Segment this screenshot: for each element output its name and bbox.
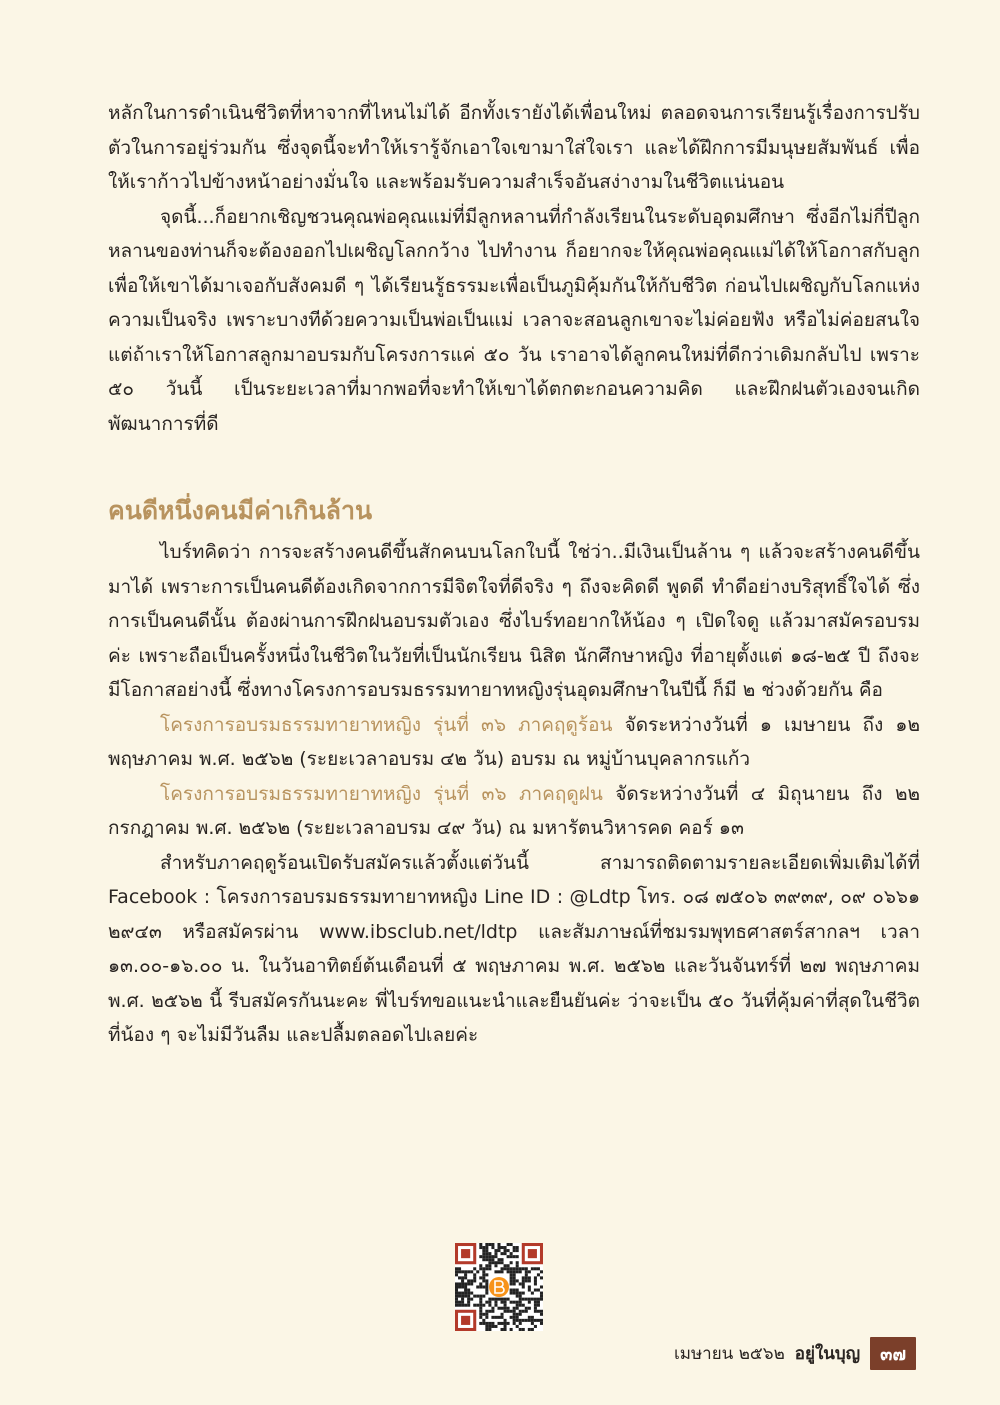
footer-issue: เมษายน ๒๕๖๒ [673,1343,785,1364]
page-number-badge: ๓๗ [870,1337,916,1370]
paragraph-1: หลักในการดำเนินชีวิตที่หาจากที่ไหนไม่ได้ อีกทั้งเรายังได้เพื่อนใหม่ ตลอดจนการเรียนรู้เรื่องการปรับตัวในการอยู่ร่วมกัน ซึ่งจุดนี้จะทำให้เรารู้จักเอาใจเขามาใส่ใจเรา และได้ฝึกการมีมนุษยสัมพันธ์ เพื่อให้เราก้าวไปข้างหน้าอย่างมั่นใจ และพร้อมรับความสำเร็จอันสง่างามในชีวิตแน่นอน [108,102,920,193]
program-2 [108,777,920,846]
qr-code-graphic [455,1243,543,1331]
qr-code-icon [455,1243,543,1331]
program-1-details: จัดระหว่างวันที่ ๑ เมษายน ถึง ๑๒ พฤษภาคม พ.ศ. ๒๕๖๒ (ระยะเวลาอบรม ๔๒ วัน) อบรม ณ หมู่บ้านบุคลากรแก้ว [108,713,920,770]
footer-magazine-title: อยู่ในบุญ [794,1343,861,1364]
paragraph-3: ไบร์ทคิดว่า การจะสร้างคนดีขึ้นสักคนบนโลกใบนี้ ใช่ว่า..มีเงินเป็นล้าน ๆ แล้วจะสร้างคนดีขึ้นมาได้ เพราะการเป็นคนดีต้องเกิดจากการมีจิตใจที่ดีจริง ๆ ถึงจะคิดดี พูดดี ทำดีอย่างบริสุทธิ์ใจได้ ซึ่งการเป็นคนดีนั้น ต้องผ่านการฝึกฝนอบรมตัวเอง ซึ่งไบร์ทอยากให้น้อง ๆ เปิดใจดู แล้วมาสมัครอบรมค่ะ เพราะถือเป็นครั้งหนึ่งในชีวิตในวัยที่เป็นนักเรียน นิสิต นักศึกษาหญิง ที่อายุตั้งแต่ ๑๘-๒๕ ปี ถึงจะมีโอกาสอย่างนี้ ซึ่งทางโครงการอบรมธรรมทายาทหญิงรุ่นอุดมศึกษาในปีนี้ ก็มี ๒ ช่วงด้วยกัน คือ [108,541,920,701]
program-1 [108,708,920,777]
paragraph-2: จุดนี้...ก็อยากเชิญชวนคุณพ่อคุณแม่ที่มีลูกหลานที่กำลังเรียนในระดับอุดมศึกษา ซึ่งอีกไม่กี่ปีลูกหลานของท่านก็จะต้องออกไปเผชิญโลกกว้าง ไปทำงาน ก็อยากจะให้คุณพ่อคุณแม่ได้ให้โอกาสกับลูก เพื่อให้เขาได้มาเจอกับสังคมดี ๆ ได้เรียนรู้ธรรมะเพื่อเป็นภูมิคุ้มกันให้กับชีวิต ก่อนไปเผชิญกับโลกแห่งความเป็นจริง เพราะบางทีด้วยความเป็นพ่อเป็นแม่ เวลาจะสอนลูกเขาจะไม่ค่อยฟัง หรือไม่ค่อยสนใจ แต่ถ้าเราให้โอกาสลูกมาอบรมกับโครงการแค่ ๕๐ วัน เราอาจได้ลูกคนใหม่ที่ดีกว่าเดิมกลับไป เพราะ ๕๐ วันนี้ เป็นระยะเวลาที่มากพอที่จะทำให้เขาได้ตกตะกอนความคิด และฝึกฝนตัวเองจนเกิดพัฒนาการที่ดี [108,205,920,435]
page-footer [674,1338,916,1368]
section-heading: คนดีหนึ่งคนมีค่าเกินล้าน [108,496,373,525]
program-1-name: โครงการอบรมธรรมทายาทหญิง รุ่นที่ ๓๖ ภาคฤดูร้อน [160,713,613,736]
program-2-name: โครงการอบรมธรรมทายาทหญิง รุ่นที่ ๓๖ ภาคฤดูฝน [160,782,603,805]
program-2-details: จัดระหว่างวันที่ ๔ มิถุนายน ถึง ๒๒ กรกฎาคม พ.ศ. ๒๕๖๒ (ระยะเวลาอบรม ๔๙ วัน) ณ มหารัตนวิหารคด คอร์ ๑๓ [108,782,920,839]
article-body [108,96,920,1053]
closing-paragraph: สำหรับภาคฤดูร้อนเปิดรับสมัครแล้วตั้งแต่วันนี้ สามารถติดตามรายละเอียดเพิ่มเติมได้ที่ Facebook : โครงการอบรมธรรมทายาทหญิง Line ID : @Ldtp โทร. ๐๘ ๗๕๐๖ ๓๙๓๙, ๐๙ ๐๖๖๑ ๒๙๔๓ หรือสมัครผ่าน www.ibsclub.net/ldtp และสัมภาษณ์ที่ชมรมพุทธศาสตร์สากลฯ เวลา ๑๓.๐๐-๑๖.๐๐ น. ในวันอาทิตย์ต้นเดือนที่ ๕ พฤษภาคม พ.ศ. ๒๕๖๒ และวันจันทร์ที่ ๒๗ พฤษภาคม พ.ศ. ๒๕๖๒ นี้ รีบสมัครกันนะคะ พี่ไบร์ทขอแนะนำและยืนยันค่ะ ว่าจะเป็น ๕๐ วันที่คุ้มค่าที่สุดในชีวิตที่น้อง ๆ จะไม่มีวันลืม และปลื้มตลอดไปเลยค่ะ [108,851,920,1046]
